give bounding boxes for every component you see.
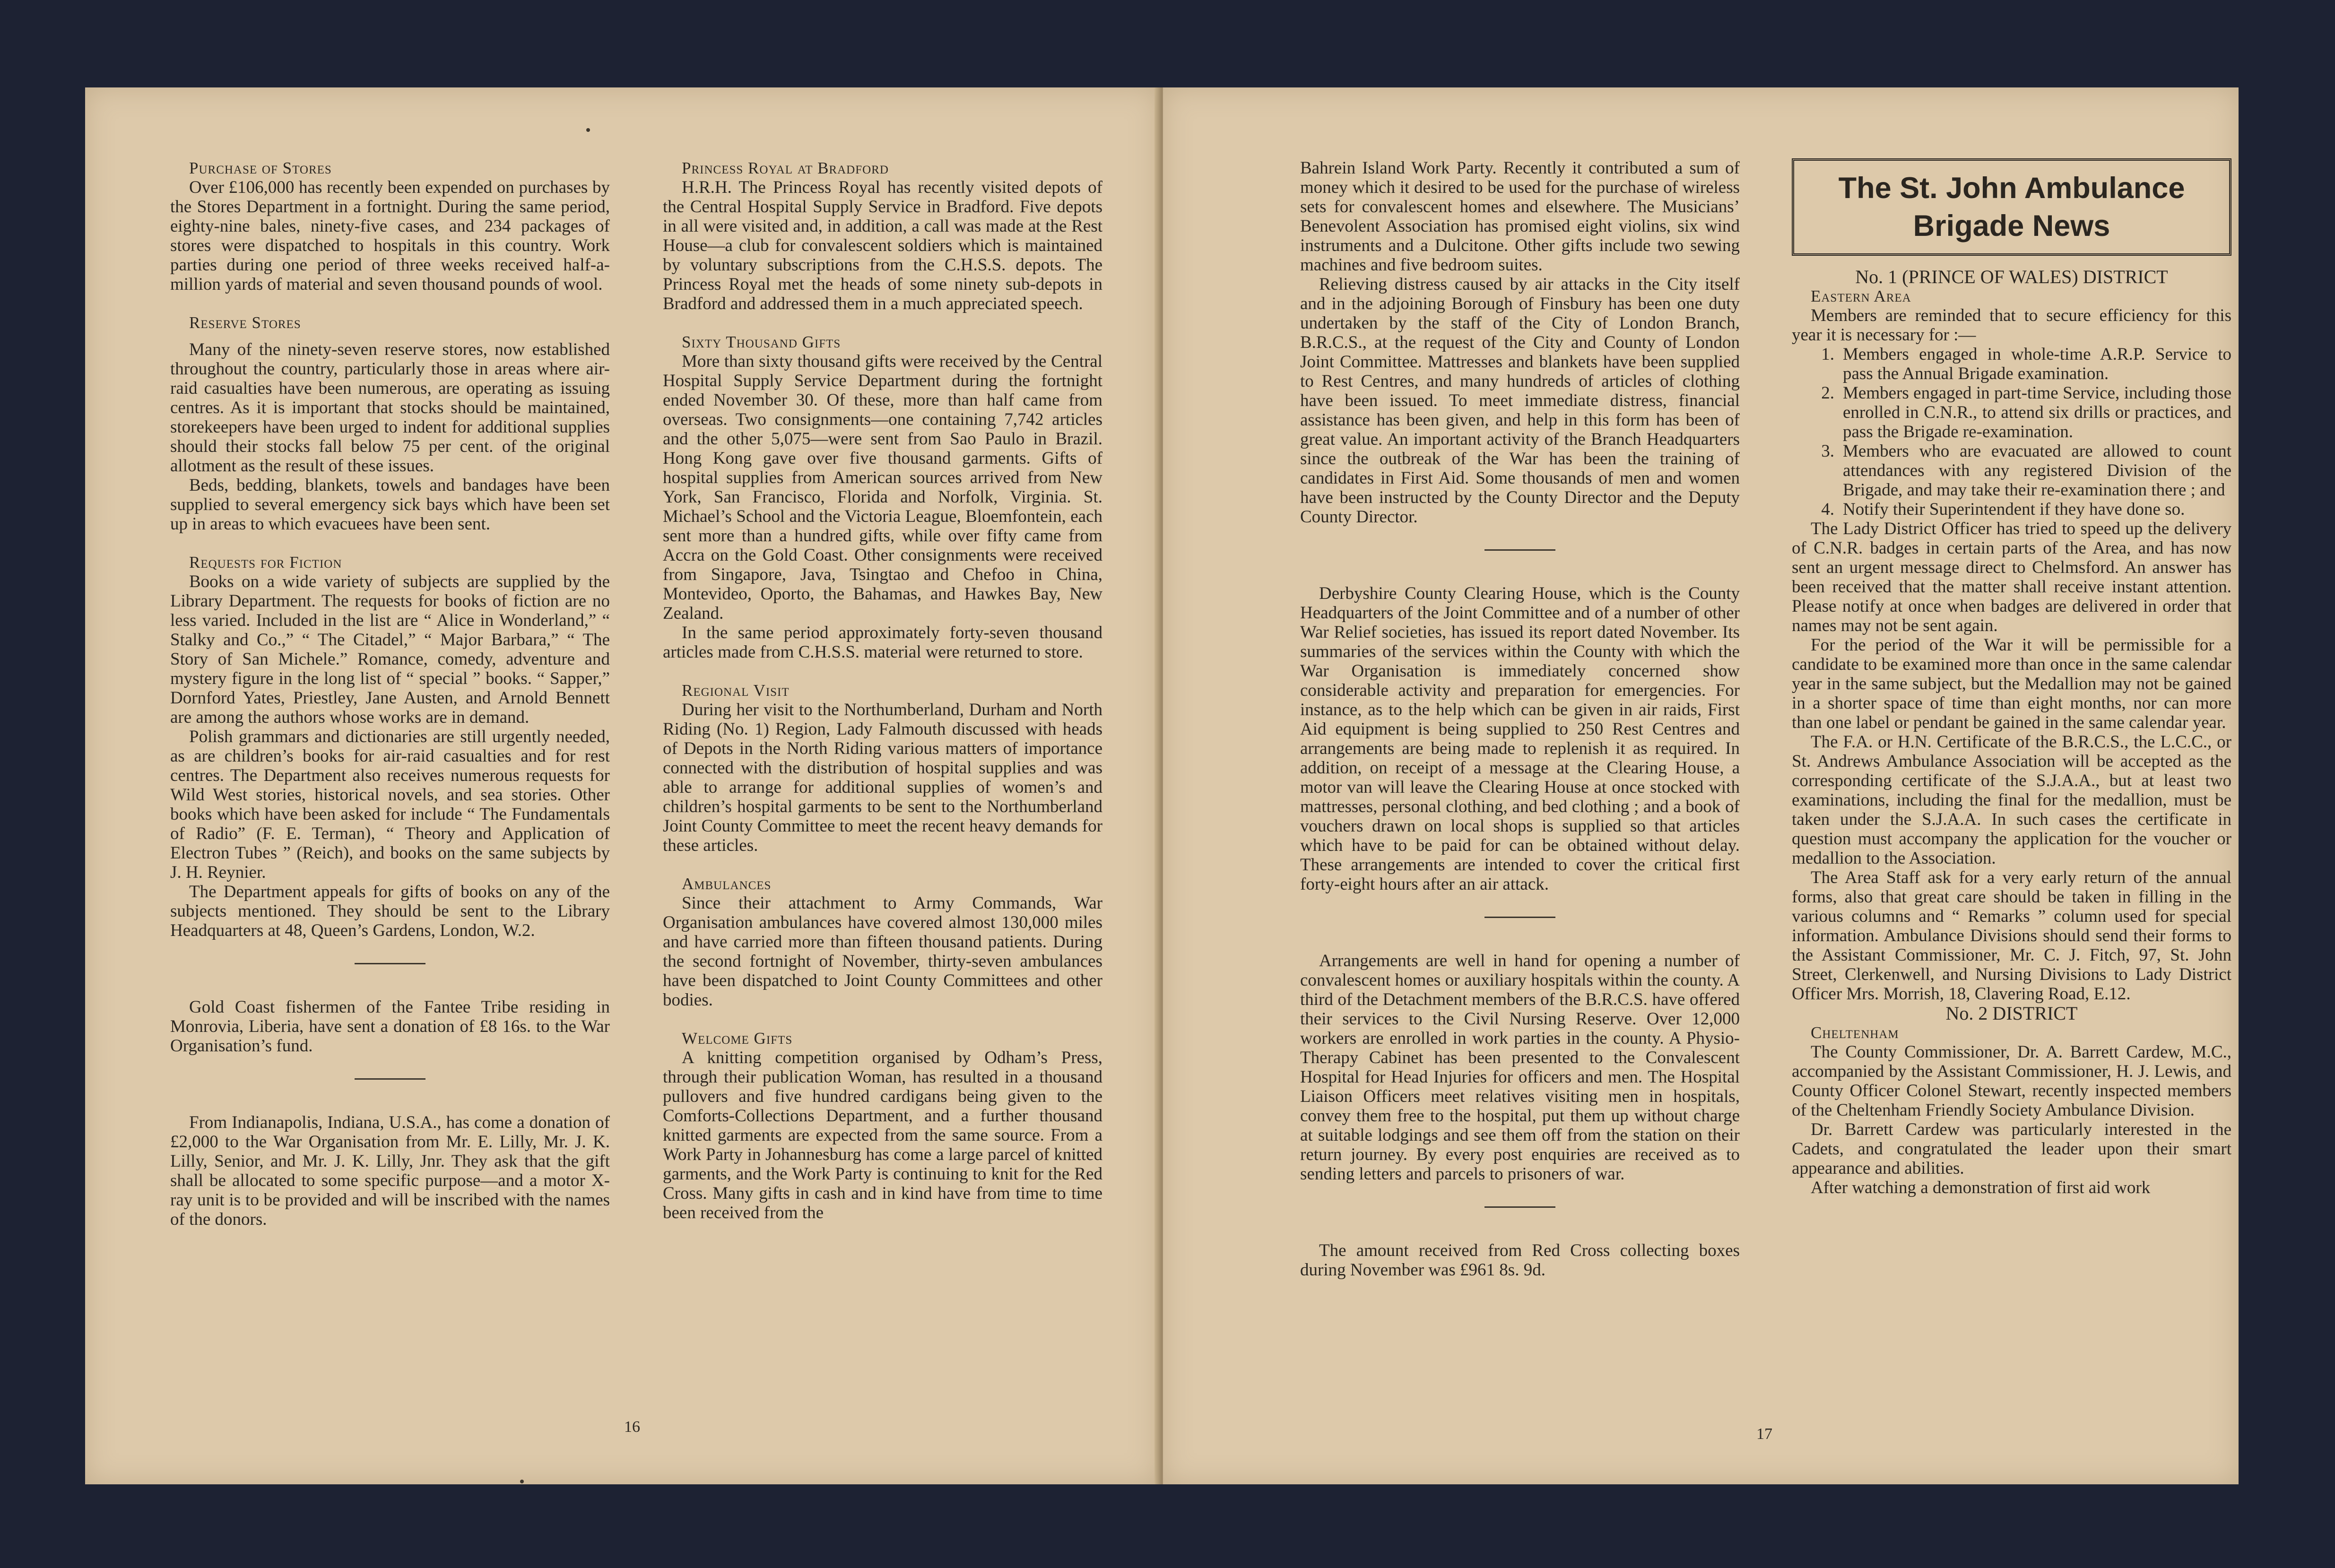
section-divider xyxy=(1484,917,1555,918)
left-page-column-2 xyxy=(663,158,1102,1222)
list-item xyxy=(1792,500,2231,519)
section-heading: Princess Royal at Bradford xyxy=(682,159,889,177)
paragraph: A knitting competition organised by Odham’s Press, through their publication Woman, has resulted in a thousand pullovers and five hundred cardigans being given to the Comforts-Collections Department, and a further thousand knitted garments are expected from the same source. From a Work Party in Johannesburg has come a large parcel of knitted garments, and the Work Party is continuing to knit for the Red Cross. Many gifts in cash and in kind have from time to time been received from the xyxy=(663,1048,1102,1222)
section-heading: Eastern Area xyxy=(1811,287,1911,305)
paragraph: Since their attachment to Army Commands, War Organisation ambulances have covered almost 130,000 miles and have carried more than fifteen thousand patients. During the second fortnight of November, thirty-seven ambulances have been dispatched to Joint County Committees and other bodies. xyxy=(663,893,1102,1010)
section-heading: Cheltenham xyxy=(1811,1023,1899,1042)
district-title: No. 2 DISTRICT xyxy=(1945,1003,2078,1024)
section-heading: Welcome Gifts xyxy=(682,1029,793,1048)
masthead-title-line-1: The St. John Ambulance xyxy=(1838,172,2185,205)
left-page-column-1 xyxy=(170,158,610,1229)
paragraph: From Indianapolis, Indiana, U.S.A., has come a donation of £2,000 to the War Organisation from Mr. E. Lilly, Mr. J. K. Lilly, Senior, and Mr. J. K. Lilly, Jnr. They ask that the gift shall be allocated to some specific purpose—and a motor X-ray unit is to be provided and will be inscribed with the names of the donors. xyxy=(170,1113,610,1229)
section-heading: Sixty Thousand Gifts xyxy=(682,333,841,351)
list-item xyxy=(1792,442,2231,500)
paragraph: More than sixty thousand gifts were received by the Central Hospital Supply Service Department during the fortnight ended November 30. Of these, more than half came from overseas. Two consignments—one containing 7,742 articles and the other 5,075—were sent from Sao Paulo in Brazil. Hong Kong gave over five thousand garments. Gifts of hospital supplies from American sources arrived from New York, San Francisco, Florida and Norfolk, Virginia. St. Michael’s School and the Victoria League, Bloemfontein, each sent more than a hundred gifts, while over fifty came from Accra on the Gold Coast. Other consignments were received from Singapore, Java, Tsingtao and Chefoo in China, Montevideo, Oporto, the Bahamas, and Hawkes Bay, New Zealand. xyxy=(663,352,1102,623)
paragraph: Books on a wide variety of subjects are supplied by the Library Department. The requests for books of fiction are no less varied. Included in the list are “ Alice in Wonderland,” “ Stalky and Co.,” “ The Citadel,” “ Major Barbara,” “ The Story of San Michele.” Romance, comedy, adventure and mystery figure in the long list of “ special ” books. “ Sapper,” Dornford Yates, Priestley, Jane Austen, and Arnold Bennett are among the authors whose works are in demand. xyxy=(170,572,610,727)
paragraph: Bahrein Island Work Party. Recently it contributed a sum of money which it desired to be used for the purchase of wireless sets for convalescent homes and elsewhere. The Musicians’ Benevolent Association has promised eight violins, six wind instruments and a Dulcitone. Other gifts include two sewing machines and five bedroom suites. xyxy=(1300,158,1740,275)
paragraph: The County Commissioner, Dr. A. Barrett Cardew, M.C., accompanied by the Assistant Commissioner, H. J. Lewis, and County Officer Colonel Stewart, recently inspected members of the Cheltenham Friendly Society Ambulance Division. xyxy=(1792,1042,2231,1120)
right-page-column-1 xyxy=(1300,158,1740,1280)
paragraph: Polish grammars and dictionaries are still urgently needed, as are children’s books for air-raid casualties and for rest centres. The Department also receives numerous requests for Wild West stories, historical novels, and sea stories. Other books which have been asked for include “ The Fundamentals of Radio” (F. E. Terman), “ Theory and Application of Electron Tubes ” (Reich), and books on the same subjects by J. H. Reynier. xyxy=(170,727,610,882)
right-page xyxy=(1163,87,2239,1484)
paragraph: H.R.H. The Princess Royal has recently visited depots of the Central Hospital Supply Service in Bradford. Five depots in all were visited and, in addition, a call was made at the Rest House—a club for convalescent soldiers which is maintained by voluntary subscriptions from the C.H.S.S. depots. The Princess Royal met the heads of some ninety sub-depots in Bradford and addressed them in a much appreciated speech. xyxy=(663,178,1102,313)
section-heading: Purchase of Stores xyxy=(189,159,332,177)
paragraph: Arrangements are well in hand for opening a number of convalescent homes or auxiliary hospitals within the county. A third of the Detachment members of the B.R.C.S. have offered their services to the Civil Nursing Reserve. Over 12,000 workers are enrolled in work parties in the county. A Physio-Therapy Cabinet has been presented to the Convalescent Hospital for Head Injuries for officers and men. The Hospital Liaison Officers meet relatives visiting men in hospitals, convey them free to the hospital, put them up without charge at suitable lodgings and see them off from the station on their return journey. By every post enquiries are received as to sending letters and parcels to prisoners of war. xyxy=(1300,951,1740,1184)
list-item xyxy=(1792,383,2231,442)
right-page-column-2 xyxy=(1792,158,2231,1197)
list-item-number: 3. xyxy=(1821,442,1834,461)
paragraph: After watching a demonstration of first aid work xyxy=(1811,1178,2151,1197)
paragraph: Relieving distress caused by air attacks in the City itself and in the adjoining Borough of Finsbury has been one duty undertaken by the staff of the City of London Branch, B.R.C.S., at the request of the City and County of London Joint Committee. Mattresses and blankets have been supplied to Rest Centres, and many hundreds of articles of clothing have been issued. To meet immediate distress, financial assistance has been given, and help in this form has been of great value. An important activity of the Branch Headquarters since the outbreak of the War has been the training of candidates in First Aid. Some thousands of men and women have been instructed by the County Director and the Deputy County Director. xyxy=(1300,275,1740,527)
paragraph: For the period of the War it will be permissible for a candidate to be examined more than once in the same calendar year in the same subject, but the Medallion may not be gained in a shorter space of time than eight months, nor can more than one label or pendant be gained in the same calendar year. xyxy=(1792,635,2231,732)
paragraph: The Area Staff ask for a very early return of the annual forms, also that great care should be taken in filling in the various columns and “ Remarks ” column used for special information. Ambulance Divisions should send their forms to the Assistant Commissioner, Mr. C. J. Fitch, 97, St. John Street, Clerkenwell, and Nursing Divisions to Lady District Officer Mrs. Morrish, 18, Clavering Road, E.12. xyxy=(1792,868,2231,1004)
paragraph: Members are reminded that to secure efficiency for this year it is necessary for :— xyxy=(1792,306,2231,345)
district-title: No. 1 (PRINCE OF WALES) DISTRICT xyxy=(1855,266,2168,287)
section-divider xyxy=(1484,549,1555,551)
print-speck xyxy=(520,1480,524,1483)
paragraph: The F.A. or H.N. Certificate of the B.R.C.S., the L.C.C., or St. Andrews Ambulance Association will be accepted as the corresponding certificate of the S.J.A.A., but at least two examinations, including the final for the medallion, must be taken under the S.J.A.A. In such cases the certificate in question must accompany the application for the voucher or medallion to the Association. xyxy=(1792,732,2231,868)
section-heading: Ambulances xyxy=(682,875,772,893)
paragraph: The Department appeals for gifts of books on any of the subjects mentioned. They should be sent to the Library Headquarters at 48, Queen’s Gardens, London, W.2. xyxy=(170,882,610,940)
list-item-text: Members who are evacuated are allowed to count attendances with any registered Division of the Brigade, and may take their re-examination there ; and xyxy=(1843,442,2231,500)
page-number: 17 xyxy=(1756,1425,1772,1443)
list-item-number: 1. xyxy=(1821,345,1834,364)
paragraph: The Lady District Officer has tried to speed up the delivery of C.N.R. badges in certain parts of the Area, and has now sent an urgent message direct to Chelmsford. An answer has been received that the matter shall receive instant attention. Please notify at once when badges are delivered in order that names may not be sent again. xyxy=(1792,519,2231,635)
section-divider xyxy=(1484,1206,1555,1208)
list-item xyxy=(1792,345,2231,383)
list-item-text: Members engaged in part-time Service, including those enrolled in C.N.R., to attend six drills or practices, and pass the Brigade re-examination. xyxy=(1843,383,2231,442)
section-heading: Requests for Fiction xyxy=(189,553,342,572)
paragraph: Over £106,000 has recently been expended on purchases by the Stores Department in a fortnight. During the same period, eighty-nine bales, ninety-five cases, and 234 packages of stores were dispatched to hospitals in this country. Work parties during one period of three weeks received half-a-million yards of material and seven thousand pounds of wool. xyxy=(170,178,610,294)
requirements-list xyxy=(1792,345,2231,519)
paragraph: In the same period approximately forty-seven thousand articles made from C.H.S.S. material were returned to store. xyxy=(663,623,1102,662)
section-divider xyxy=(355,1078,425,1080)
print-speck xyxy=(586,128,590,132)
paragraph: During her visit to the Northumberland, Durham and North Riding (No. 1) Region, Lady Falmouth discussed with heads of Depots in the North Riding various matters of importance connected with the distribution of hospital supplies and was able to arrange for additional supplies of women’s and children’s hospital garments to be sent to the Northumberland Joint County Committee to meet the recent heavy demands for these articles. xyxy=(663,700,1102,855)
masthead-title-line-2: Brigade News xyxy=(1913,209,2110,243)
paragraph: Beds, bedding, blankets, towels and bandages have been supplied to several emergency sick bays which have been set up in areas to which evacuees have been sent. xyxy=(170,476,610,534)
paragraph: Dr. Barrett Cardew was particularly interested in the Cadets, and congratulated the leader upon their smart appearance and abilities. xyxy=(1792,1120,2231,1178)
paragraph: The amount received from Red Cross collecting boxes during November was £961 8s. 9d. xyxy=(1300,1241,1740,1280)
magazine-spread xyxy=(85,87,2239,1484)
page-number: 16 xyxy=(624,1418,640,1436)
section-divider xyxy=(355,963,425,964)
paragraph: Derbyshire County Clearing House, which is the County Headquarters of the Joint Committee and of a number of other War Relief societies, has issued its report dated November. Its summaries of the services within the County with which the War Organisation is immediately concerned show considerable activity and preparation for emergencies. For instance, as to the help which can be given in air raids, First Aid equipment is being supplied to 250 Rest Centres and arrangements are being made to replenish it as required. In addition, on receipt of a message at the Clearing House, a motor van will leave the Clearing House at once stocked with mattresses, personal clothing, and bed clothing ; and a book of vouchers drawn on local shops is supplied so that articles which have to be paid for can be obtained without delay. These arrangements are intended to cover the critical first forty-eight hours after an air attack. xyxy=(1300,584,1740,894)
list-item-text: Members engaged in whole-time A.R.P. Service to pass the Annual Brigade examination. xyxy=(1843,345,2231,383)
list-item-number: 4. xyxy=(1821,500,1834,519)
section-heading: Reserve Stores xyxy=(189,313,301,332)
paragraph: Many of the ninety-seven reserve stores, now established throughout the country, particularly those in areas where air-raid casualties have been numerous, are operating as issuing centres. As it is important that stocks should be maintained, storekeepers have been urged to indent for additional supplies should their stocks fall below 75 per cent. of the original allotment as the result of these issues. xyxy=(170,340,610,476)
left-page xyxy=(85,87,1158,1484)
brigade-news-masthead xyxy=(1792,158,2231,256)
paragraph: Gold Coast fishermen of the Fantee Tribe residing in Monrovia, Liberia, have sent a donation of £8 16s. to the War Organisation’s fund. xyxy=(170,997,610,1056)
list-item-text: Notify their Superintendent if they have done so. xyxy=(1843,500,2185,519)
section-heading: Regional Visit xyxy=(682,681,790,700)
list-item-number: 2. xyxy=(1821,383,1834,403)
